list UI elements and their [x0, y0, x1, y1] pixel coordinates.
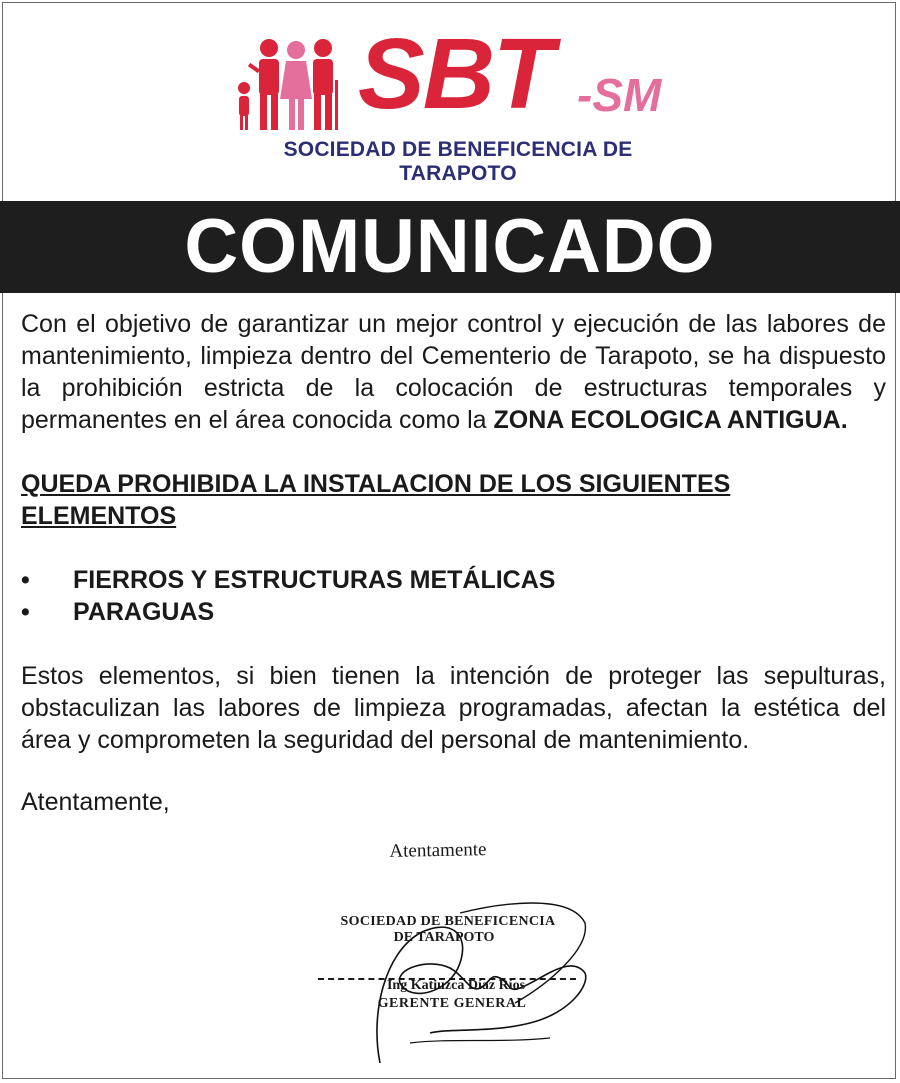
page-title: COMUNICADO [184, 204, 716, 289]
notice-body [21, 308, 886, 818]
organization-name: SOCIEDAD DE BENEFICENCIA DE TARAPOTO [283, 138, 633, 185]
signature-org-line2: DE TARAPOTO [393, 930, 495, 945]
closing-paragraph: Estos elementos, si bien tienen la intención de proteger las sepulturas, obstaculizan las labores de limpieza programadas, afectan la estética del área y comprometen la seguridad del personal de mantenimiento. [21, 662, 886, 754]
prohibition-heading: QUEDA PROHIBIDA LA INSTALACION DE LOS SIGUIENTES ELEMENTOS [21, 470, 731, 530]
logo [232, 18, 692, 185]
signature-block [300, 838, 600, 1078]
list-item-text: PARAGUAS [73, 598, 215, 626]
list-item [21, 596, 886, 628]
intro-paragraph [21, 308, 886, 436]
signature-org-line1: SOCIEDAD DE BENEFICENCIA [340, 914, 556, 929]
signer-title: GERENTE GENERAL [377, 996, 527, 1011]
handwritten-signature-icon [340, 893, 590, 1073]
list-item [21, 564, 886, 596]
list-item-text: FIERROS Y ESTRUCTURAS METÁLICAS [73, 566, 556, 594]
zone-name: ZONA ECOLOGICA ANTIGUA. [493, 406, 848, 434]
intro-text: Con el objetivo de garantizar un mejor control y ejecución de las labores de mantenimiento, limpieza dentro del Cementerio de Tarapoto, se ha dispuesto la prohibición estricta de la colocación de estructuras temporales y permanentes en el área conocida como la [21, 310, 886, 434]
bullet-icon: • [21, 566, 30, 594]
bullet-icon: • [21, 598, 30, 626]
farewell-text: Atentamente, [21, 788, 170, 816]
signature-header: Atentamente [389, 839, 487, 862]
brand-logo-suffix: -SM [577, 69, 662, 121]
title-banner [0, 201, 900, 293]
family-icon [232, 36, 350, 132]
brand-logo-text: SBT [358, 18, 552, 130]
prohibited-items-list [21, 564, 886, 628]
signer-name: Ing Katiuzca Díaz Ríos [386, 978, 526, 993]
